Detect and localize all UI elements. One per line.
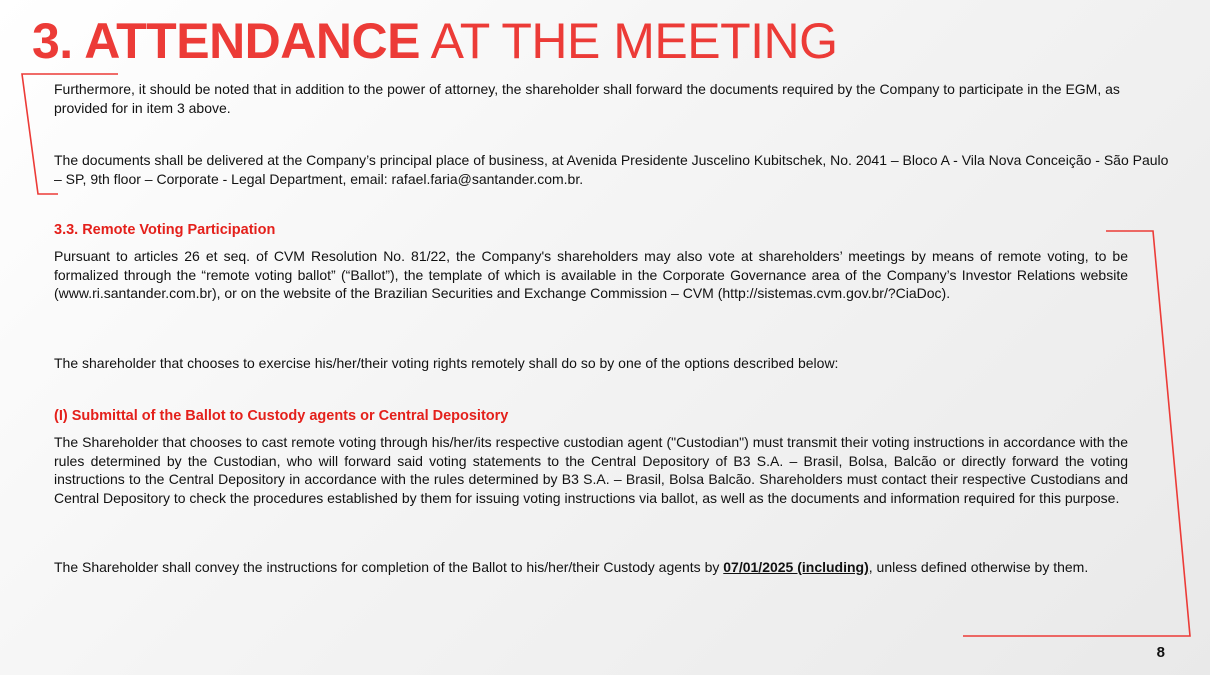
deadline-text-after: , unless defined otherwise by them. [868,559,1089,575]
deadline-text-before: The Shareholder shall convey the instructions for completion of the Ballot to his/her/their Custody agents by [54,559,724,575]
title-light-part: AT THE MEETING [430,13,838,69]
section-heading-remote-voting: 3.3. Remote Voting Participation [54,222,276,238]
paragraph-custodian-instructions: The Shareholder that chooses to cast remote voting through his/her/its respective custodian agent ("Custodian") must transmit their voting instructions in accordance with the rules determined by the Custodian, who will forward said voting statements to the Central Depository of B3 S.A. – Brasil, Bolsa, Balcão or directly forward the voting instructions to the Central Depository in accordance with the rules determined by B3 S.A. – Brasil, Bolsa Balcão. Shareholders must contact their respective Custodians and Central Depository to check the procedures established by them for issuing voting instructions via ballot, as well as the documents and information required for this purpose. [54,434,1128,506]
deadline-date: 07/01/2025 (including) [723,559,869,575]
paragraph-voting-options: The shareholder that chooses to exercise his/her/their voting rights remotely shall do so by one of the options described below: [54,355,839,371]
page-number: 8 [1156,644,1165,661]
section-heading-custody-agents: (I) Submittal of the Ballot to Custody agents or Central Depository [54,408,509,424]
page-title [32,12,838,70]
paragraph-documents-required: Furthermore, it should be noted that in addition to the power of attorney, the shareholder shall forward the documents required by the Company to participate in the EGM, as provided for in item 3 above. [54,81,1120,116]
paragraph-remote-voting: Pursuant to articles 26 et seq. of CVM Resolution No. 81/22, the Company's shareholders may also vote at shareholders’ meetings by means of remote voting, to be formalized through the “remote voting ballot” (“Ballot”), the template of which is available in the Corporate Governance area of the Company’s Investor Relations website (www.ri.santander.com.br), or on the website of the Brazilian Securities and Exchange Commission – CVM (http://sistemas.cvm.gov.br/?CiaDoc). [54,248,1128,301]
paragraph-ballot-deadline [54,558,1128,577]
paragraph-delivery-address: The documents shall be delivered at the Company’s principal place of business, at Avenida Presidente Juscelino Kubitschek, No. 2041 – Bloco A - Vila Nova Conceição - São Paulo – SP, 9th floor – Corporate - Legal Department, email: rafael.faria@santander.com.br. [54,152,1169,187]
title-bold-part: 3. ATTENDANCE [32,13,420,69]
